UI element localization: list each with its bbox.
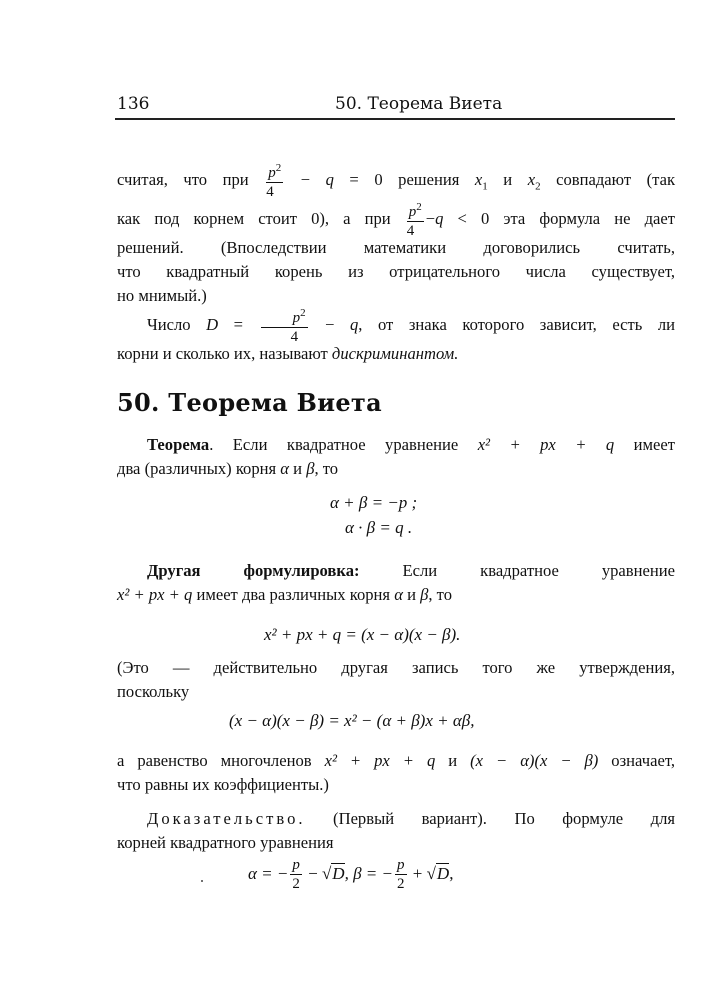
term-discriminant: дискриминантом. (331, 344, 459, 363)
alt-label: Другая формулировка: (147, 561, 360, 580)
para2-line2: корни и сколько их, называют дискриминантом. (117, 344, 459, 363)
alt-line1: Другая формулировка: Если квадратное уравнение (147, 561, 675, 580)
note-line3: а равенство многочленов x² + px + q и (x − α)(x − β) означает, (117, 751, 675, 770)
formula-product: α · β = q . (345, 518, 413, 537)
para1-line1: считая, что при $\frac{p^2}{4}$ − q = 0 решения $x_1$ и $x_2$ совпадают (так (117, 161, 676, 200)
para2-line1: Число D = $\frac{p^2}{4}$ − q, от знака которого зависит, есть ли (147, 306, 676, 345)
page-number: 136 (117, 94, 150, 114)
scan-speck (201, 880, 203, 882)
formula-roots: α = − $\frac{p}{2}$ − √D, β = − $\frac{p}{2}$ + √D, (248, 857, 454, 892)
theorem-line2: два (различных) корня α и β, то (117, 459, 339, 478)
formula-sum: α + β = −p ; (330, 493, 418, 512)
fraction-p2-over-4: $\frac{p^2}{4}$ (261, 308, 308, 345)
proof-line2: корней квадратного уравнения (117, 833, 334, 852)
para1-line2: как под корнем стоит 0), а при $\frac{p^2}{4}$ −q < 0 эта формула не дает (117, 200, 676, 239)
note-line1: (Это — действительно другая запись того же утверждения, (117, 658, 675, 677)
formula-factorization: x² + px + q = (x − α)(x − β). (264, 625, 461, 644)
para1-line5: но мнимый.) (117, 286, 207, 305)
fraction-p2-over-4: $\frac{p^2}{4}$ (266, 161, 282, 200)
formula-expansion: (x − α)(x − β) = x² − (α + β)x + αβ, (229, 711, 475, 730)
section-title: 50. Теорема Виета (117, 388, 382, 417)
proof-line1: Доказательство. (Первый вариант). По формуле для (147, 809, 675, 828)
header-rule (115, 118, 675, 120)
running-title: 50. Теорема Виета (335, 94, 503, 114)
para1-line3: решений. (Впоследствии математики договорились считать, (117, 238, 675, 257)
para1-line4: что квадратный корень из отрицательного числа существует, (117, 262, 675, 281)
theorem-line1: Теорема. Если квадратное уравнение x² + px + q имеет (147, 435, 675, 454)
alt-line2: x² + px + q имеет два различных корня α и β, то (117, 585, 453, 604)
note-line4: что равны их коэффициенты.) (117, 775, 329, 794)
theorem-label: Теорема (147, 435, 210, 454)
proof-label: Доказательство. (147, 809, 306, 828)
fraction-p2-over-4: $\frac{p^2}{4}$ (406, 200, 422, 239)
note-line2: поскольку (117, 682, 190, 701)
